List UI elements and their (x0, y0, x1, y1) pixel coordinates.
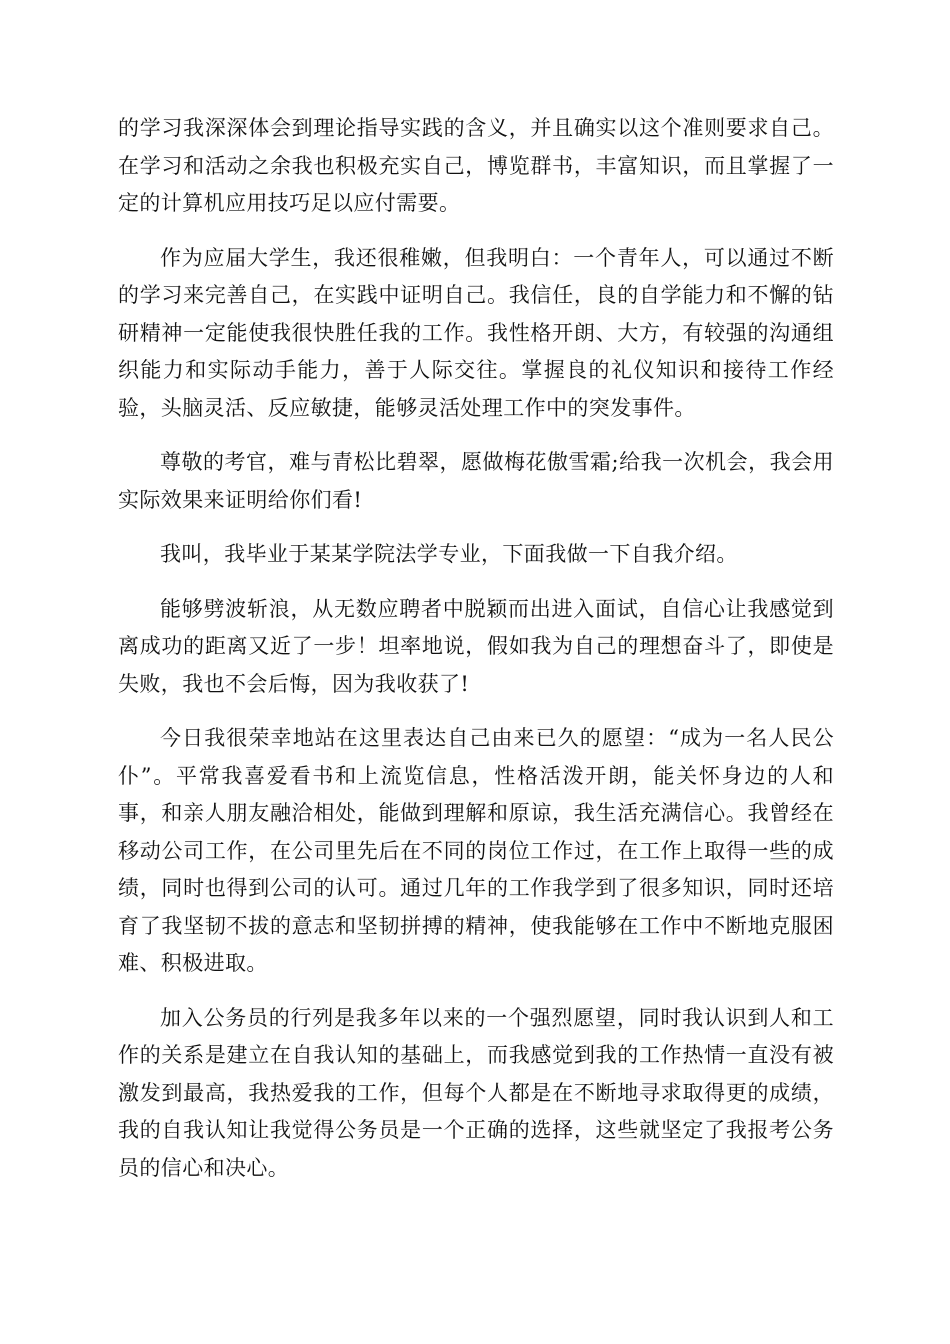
paragraph: 今日我很荣幸地站在这里表达自己由来已久的愿望：“成为一名人民公仆”。平常我喜爱看书和上流览信息，性格活泼开朗，能关怀身边的人和事，和亲人朋友融洽相处，能做到理解和原谅，我生活充满信心。我曾经在移动公司工作，在公司里先后在不同的岗位工作过，在工作上取得一些的成绩，同时也得到公司的认可。通过几年的工作我学到了很多知识，同时还培育了我坚韧不拔的意志和坚韧拼搏的精神，使我能够在工作中不断地克服困难、积极进取。 (118, 726, 834, 975)
document-body (118, 110, 834, 1204)
paragraph: 作为应届大学生，我还很稚嫩，但我明白：一个青年人，可以通过不断的学习来完善自己，在实践中证明自己。我信任，良的自学能力和不懈的钻研精神一定能使我很快胜任我的工作。我性格开朗、大方，有较强的沟通组织能力和实际动手能力，善于人际交往。掌握良的礼仪知识和接待工作经验，头脑灵活、反应敏捷，能够灵活处理工作中的突发事件。 (118, 245, 834, 420)
paragraph: 尊敬的考官，难与青松比碧翠，愿做梅花傲雪霜;给我一次机会，我会用实际效果来证明给你们看! (118, 450, 834, 512)
paragraph-continued: 的学习我深深体会到理论指导实践的含义，并且确实以这个准则要求自己。在学习和活动之余我也积极充实自己，博览群书，丰富知识，而且掌握了一定的计算机应用技巧足以应付需要。 (118, 116, 834, 215)
paragraph: 加入公务员的行列是我多年以来的一个强烈愿望，同时我认识到人和工作的关系是建立在自我认知的基础上，而我感觉到我的工作热情一直没有被激发到最高，我热爱我的工作，但每个人都是在不断地寻求取得更的成绩，我的自我认知让我觉得公务员是一个正确的选择，这些就坚定了我报考公务员的信心和决心。 (118, 1005, 834, 1180)
paragraph: 我叫，我毕业于某某学院法学专业，下面我做一下自我介绍。 (160, 542, 738, 566)
paragraph: 能够劈波斩浪，从无数应聘者中脱颖而出进入面试，自信心让我感觉到离成功的距离又近了一步！坦率地说，假如我为自己的理想奋斗了，即使是失败，我也不会后悔，因为我收获了! (118, 596, 834, 696)
